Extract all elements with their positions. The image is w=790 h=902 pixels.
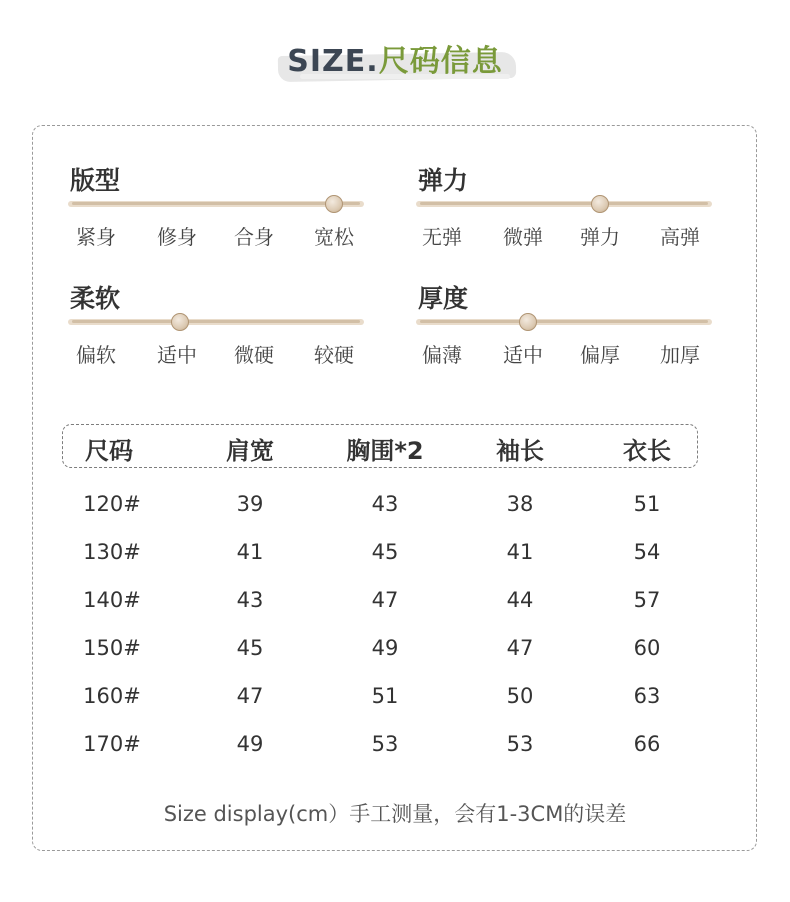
table-cell: 49 — [371, 636, 399, 660]
attribute-option: 紧身 — [76, 225, 116, 249]
table-cell: 160# — [83, 684, 141, 708]
table-cell: 170# — [83, 732, 141, 756]
attribute-option: 微弹 — [503, 225, 543, 249]
attribute-slider-knob — [325, 195, 343, 213]
title-en: SIZE. — [287, 44, 379, 79]
table-header-size: 尺码 — [85, 437, 133, 465]
attribute-option: 适中 — [157, 343, 197, 367]
attribute-option: 合身 — [234, 225, 274, 249]
attribute-slider-knob — [519, 313, 537, 331]
attribute-label: 版型 — [70, 166, 121, 195]
attribute-option: 偏厚 — [580, 343, 620, 367]
attribute-options — [416, 339, 716, 369]
table-cell: 57 — [633, 588, 661, 612]
table-header-sleeve: 袖长 — [496, 437, 544, 465]
table-cell: 51 — [371, 684, 399, 708]
attribute-option: 修身 — [157, 225, 197, 249]
table-cell: 38 — [506, 492, 534, 516]
attribute-slider-track — [68, 201, 364, 207]
table-cell: 47 — [506, 636, 534, 660]
attribute-option: 加厚 — [660, 343, 700, 367]
table-cell: 50 — [506, 684, 534, 708]
table-cell: 150# — [83, 636, 141, 660]
attribute-softness — [68, 279, 368, 389]
attribute-fit — [68, 161, 368, 271]
page-title — [0, 36, 790, 80]
attribute-slider-track — [68, 319, 364, 325]
attribute-label: 厚度 — [418, 284, 469, 313]
attribute-slider-knob — [591, 195, 609, 213]
attribute-option: 偏软 — [76, 343, 116, 367]
table-cell: 43 — [236, 588, 264, 612]
attribute-options — [68, 339, 368, 369]
table-cell: 51 — [633, 492, 661, 516]
title-cn: 尺码信息 — [378, 44, 503, 79]
attribute-option: 较硬 — [314, 343, 354, 367]
attribute-option: 适中 — [503, 343, 543, 367]
table-cell: 53 — [506, 732, 534, 756]
table-cell: 53 — [371, 732, 399, 756]
attribute-option: 微硬 — [234, 343, 274, 367]
table-cell: 49 — [236, 732, 264, 756]
attribute-option: 弹力 — [580, 225, 620, 249]
table-cell: 60 — [633, 636, 661, 660]
table-cell: 120# — [83, 492, 141, 516]
table-cell: 130# — [83, 540, 141, 564]
attribute-thickness — [416, 279, 716, 389]
attribute-options — [68, 221, 368, 251]
table-cell: 140# — [83, 588, 141, 612]
table-cell: 41 — [236, 540, 264, 564]
attribute-label: 柔软 — [70, 284, 121, 313]
page-header — [0, 30, 790, 90]
attribute-option: 无弹 — [422, 225, 462, 249]
attribute-label: 弹力 — [418, 166, 469, 195]
attribute-option: 偏薄 — [422, 343, 462, 367]
attribute-slider-track — [416, 201, 712, 207]
table-cell: 54 — [633, 540, 661, 564]
table-cell: 41 — [506, 540, 534, 564]
table-cell: 47 — [236, 684, 264, 708]
table-header-chest: 胸围*2 — [346, 437, 424, 465]
attribute-options — [416, 221, 716, 251]
table-header-shoulder: 肩宽 — [226, 437, 274, 465]
attribute-option: 高弹 — [660, 225, 700, 249]
attribute-option: 宽松 — [314, 225, 354, 249]
table-cell: 44 — [506, 588, 534, 612]
table-cell: 66 — [633, 732, 661, 756]
attribute-slider-knob — [171, 313, 189, 331]
measurement-note: Size display(cm）手工测量，会有1-3CM的误差 — [163, 802, 627, 826]
attribute-slider-track — [416, 319, 712, 325]
table-header-length: 衣长 — [623, 437, 671, 465]
table-cell: 45 — [236, 636, 264, 660]
table-cell: 47 — [371, 588, 399, 612]
attribute-elasticity — [416, 161, 716, 271]
table-cell: 45 — [371, 540, 399, 564]
table-cell: 63 — [633, 684, 661, 708]
table-cell: 43 — [371, 492, 399, 516]
table-cell: 39 — [236, 492, 264, 516]
